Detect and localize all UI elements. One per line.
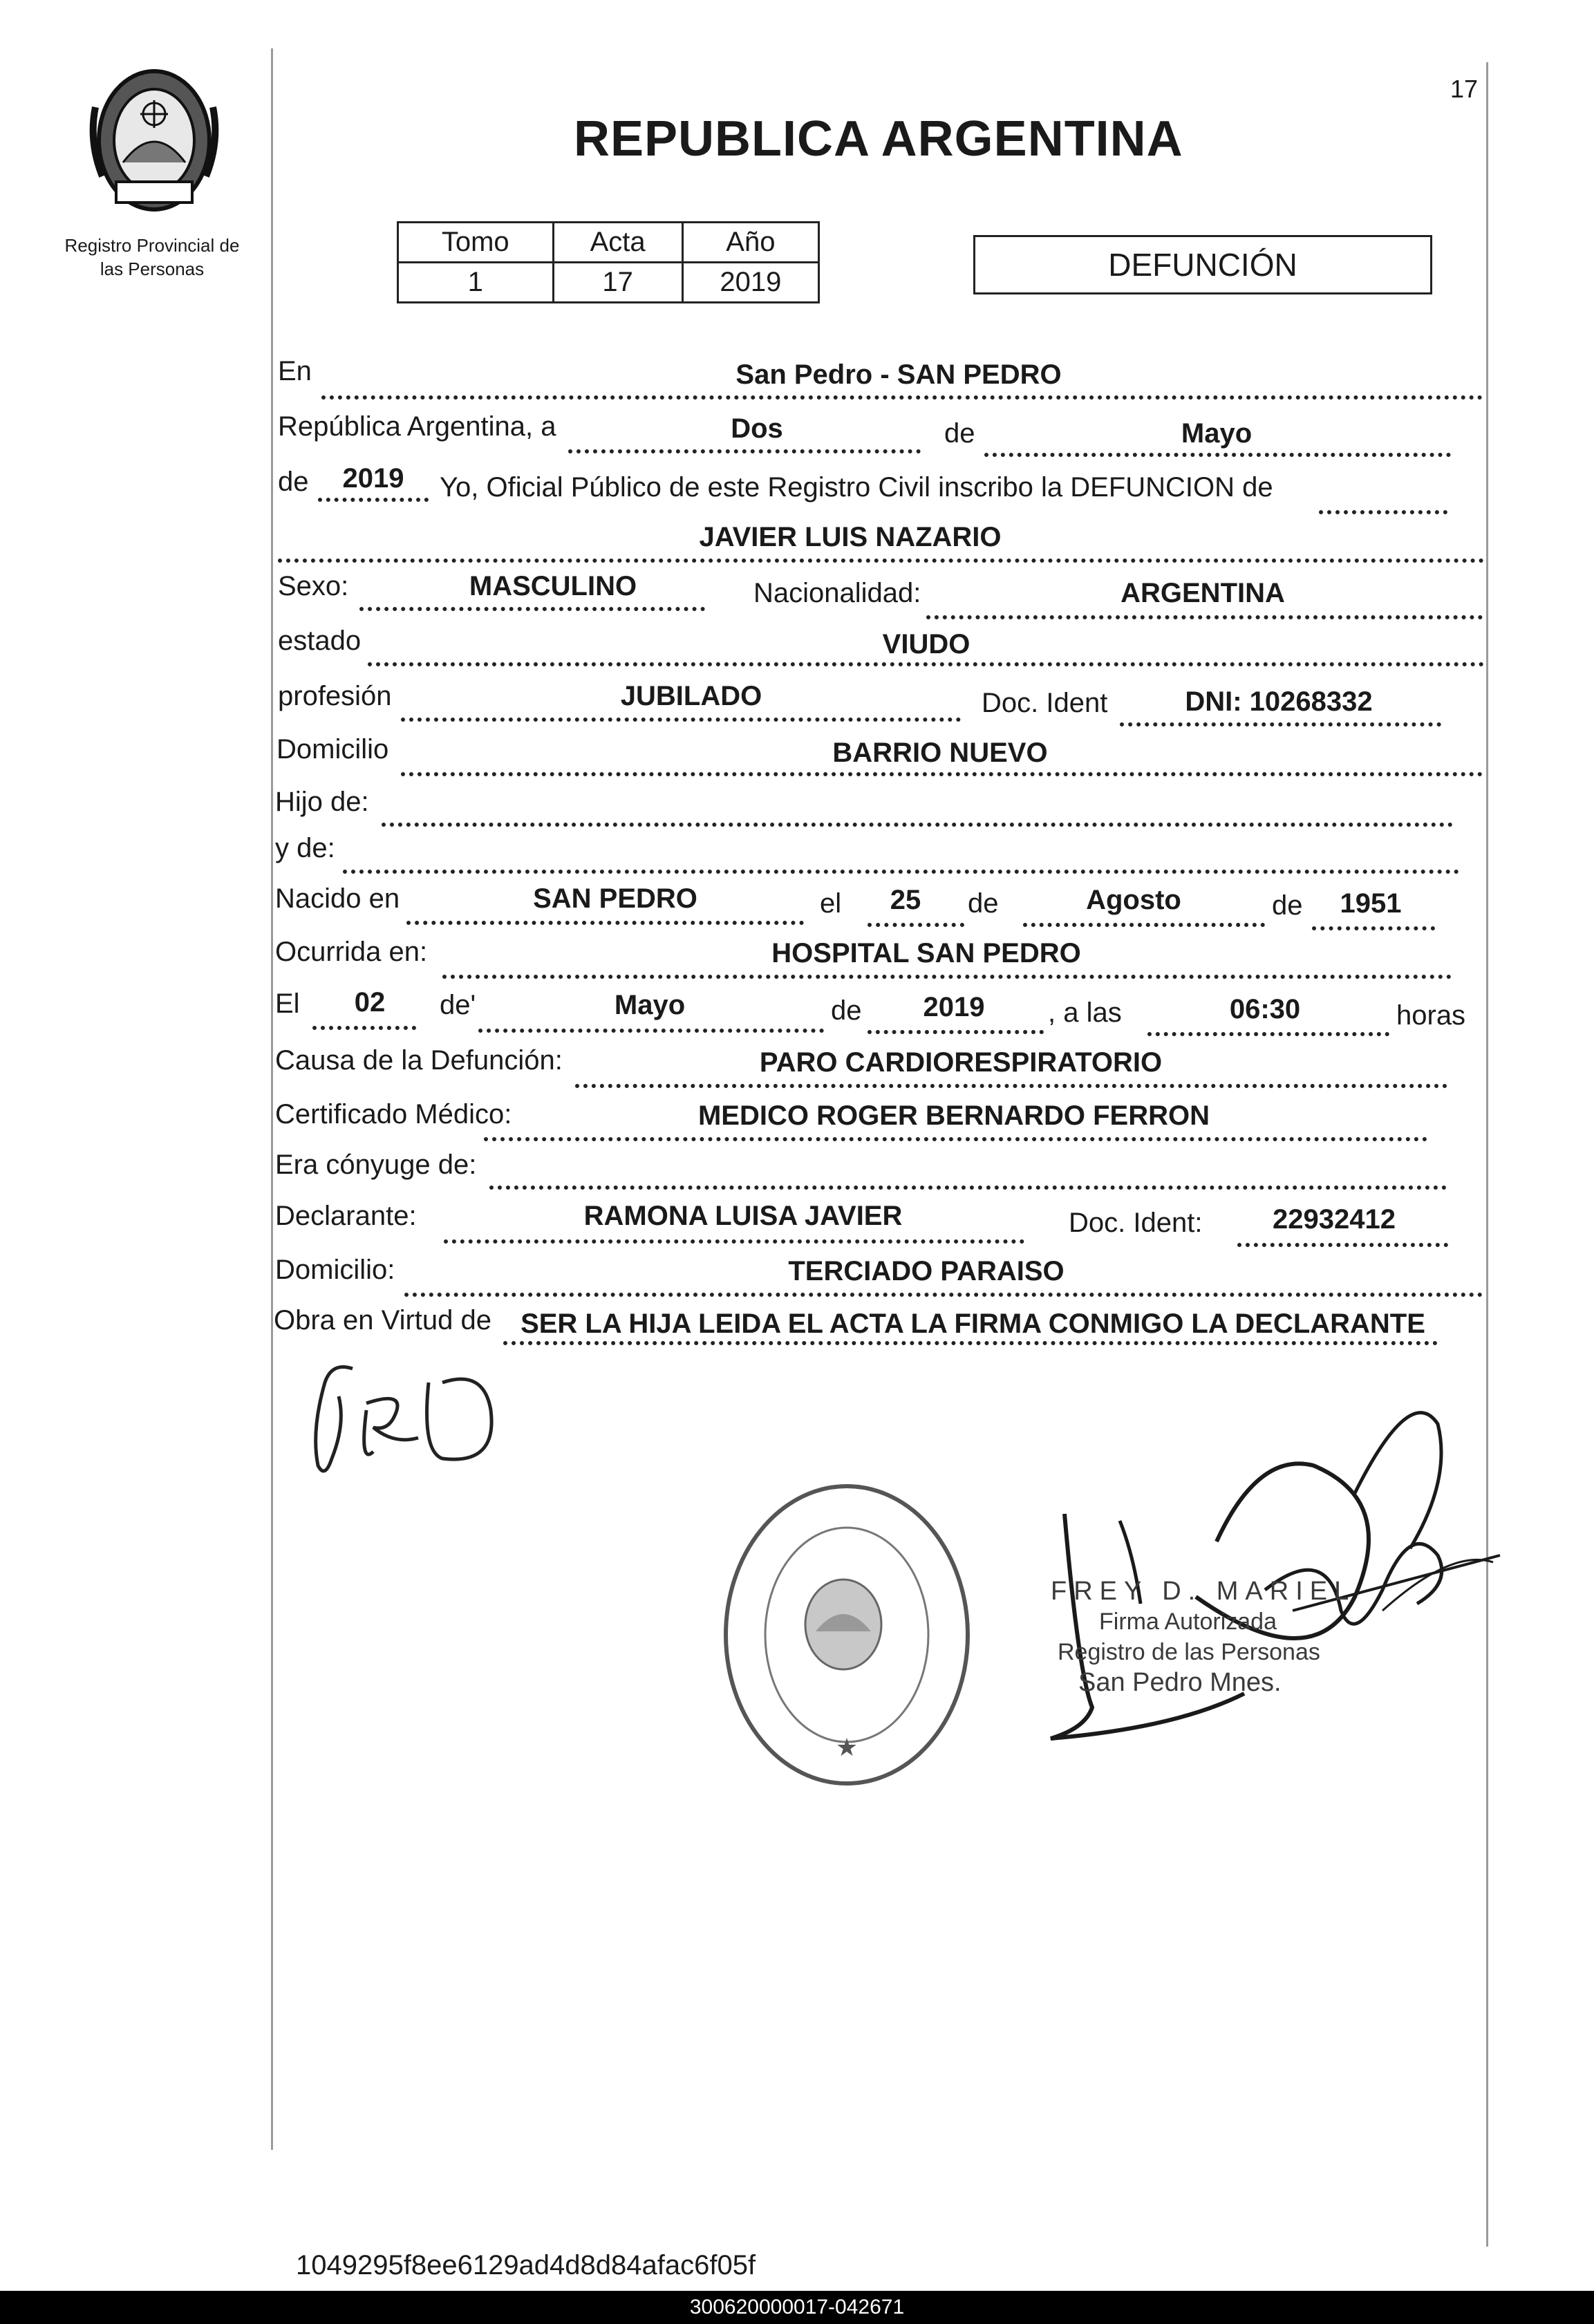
- certificado-label: Certificado Médico:: [275, 1099, 512, 1130]
- def-anio-dotted-line: [868, 1030, 1044, 1034]
- sexo-label: Sexo:: [278, 571, 349, 601]
- registry-name-line1: Registro Provincial de: [64, 235, 240, 256]
- conyuge-label: Era cónyuge de:: [275, 1150, 477, 1180]
- nombre-value: JAVIER LUIS NAZARIO: [699, 522, 1002, 552]
- def-hora-dotted-line: [1147, 1032, 1389, 1036]
- doc-ident-value: DNI: 10268332: [1185, 686, 1373, 717]
- domicilio2-label: Domicilio:: [275, 1255, 395, 1285]
- record-header-table: [397, 221, 820, 303]
- certificado-dotted-line: [484, 1137, 1427, 1141]
- acta-value: 17: [553, 263, 682, 303]
- nacido-anio-dotted-line: [1312, 926, 1435, 930]
- tomo-label: Tomo: [398, 223, 554, 263]
- page-number: 17: [1450, 75, 1479, 103]
- stamp-line1: FREY D. MARIEL: [1051, 1577, 1356, 1606]
- hijo-dotted-line: [382, 823, 1453, 827]
- obra-label: Obra en Virtud de: [274, 1305, 492, 1336]
- official-stamp: [1051, 1576, 1410, 1698]
- mes-texto-value: Mayo: [1181, 418, 1253, 449]
- left-margin-line: [271, 48, 273, 2150]
- anio-texto-value: 2019: [342, 463, 404, 494]
- nacido-dia-value: 25: [890, 885, 921, 915]
- alas-label: , a las: [1048, 997, 1122, 1028]
- declarante-dotted-line: [444, 1239, 1024, 1244]
- anio-dotted-line: [318, 498, 429, 502]
- document-hash: 1049295f8ee6129ad4d8d84afac6f05f: [296, 2250, 756, 2280]
- def-dia-dotted-line: [312, 1026, 416, 1030]
- mes-dotted-line: [984, 453, 1451, 457]
- de-label-3: de: [968, 888, 999, 919]
- registry-name: [41, 234, 263, 281]
- de-label-5: de': [440, 990, 476, 1020]
- stamp-line4: San Pedro Mnes.: [1078, 1668, 1282, 1697]
- de-label-4: de: [1272, 890, 1303, 921]
- nacionalidad-label: Nacionalidad:: [753, 578, 921, 608]
- svg-text:★: ★: [835, 1734, 859, 1762]
- record-type-box: DEFUNCIÓN: [973, 235, 1432, 294]
- obra-value: SER LA HIJA LEIDA EL ACTA LA FIRMA CONMIGO LA DECLARANTE: [521, 1309, 1425, 1339]
- nacido-lugar-value: SAN PEDRO: [533, 883, 697, 914]
- estado-value: VIUDO: [882, 629, 971, 659]
- stamp-line3: Registro de las Personas: [1058, 1639, 1320, 1665]
- estado-dotted-line: [368, 662, 1484, 666]
- causa-dotted-line: [575, 1084, 1447, 1088]
- conyuge-dotted-line: [489, 1186, 1447, 1190]
- ocurrida-value: HOSPITAL SAN PEDRO: [771, 938, 1081, 968]
- yde-dotted-line: [343, 870, 1459, 874]
- sexo-value: MASCULINO: [469, 571, 637, 601]
- stamp-line2: Firma Autorizada: [1099, 1609, 1277, 1635]
- declarante-label: Declarante:: [275, 1201, 417, 1231]
- en-dotted-line: [321, 395, 1483, 400]
- domicilio2-dotted-line: [404, 1293, 1483, 1297]
- en-value: San Pedro - SAN PEDRO: [735, 359, 1062, 390]
- def-anio-value: 2019: [923, 992, 985, 1022]
- nombre-dotted-line: [278, 559, 1484, 563]
- doc2-dotted-line: [1237, 1243, 1448, 1247]
- republica-label: República Argentina, a: [278, 411, 556, 442]
- certificado-value: MEDICO ROGER BERNARDO FERRON: [697, 1100, 1210, 1131]
- doc-ident-label: Doc. Ident: [982, 688, 1108, 718]
- obra-dotted-line: [503, 1341, 1438, 1345]
- def-dia-value: 02: [354, 987, 386, 1018]
- horas-label: horas: [1396, 1000, 1466, 1031]
- tomo-value: 1: [398, 263, 554, 303]
- doc2-value: 22932412: [1273, 1204, 1396, 1235]
- domicilio-label: Domicilio: [276, 734, 389, 765]
- inscribo-text: Yo, Oficial Público de este Registro Civil inscribo la DEFUNCION de: [440, 472, 1273, 503]
- de-label-2: de: [278, 467, 309, 497]
- ocurrida-dotted-line: [442, 975, 1452, 979]
- dia-texto-value: Dos: [731, 413, 783, 444]
- inscribo-dotted-line: [1319, 510, 1447, 514]
- sexo-dotted-line: [359, 607, 705, 611]
- ocurrida-label: Ocurrida en:: [275, 937, 428, 967]
- acta-label: Acta: [553, 223, 682, 263]
- profesion-value: JUBILADO: [620, 681, 762, 711]
- registry-name-line2: las Personas: [100, 259, 205, 279]
- document-title: REPUBLICA ARGENTINA: [574, 111, 1183, 167]
- estado-label: estado: [278, 626, 362, 656]
- el-label: el: [820, 888, 842, 919]
- hijo-label: Hijo de:: [275, 787, 369, 817]
- province-logo: [82, 59, 227, 218]
- doc-ident-dotted-line: [1120, 722, 1441, 727]
- nacido-mes-value: Agosto: [1086, 885, 1181, 915]
- domicilio-dotted-line: [401, 772, 1483, 776]
- profesion-label: profesión: [278, 681, 392, 711]
- barcode-bar: [0, 2291, 1594, 2324]
- domicilio-value: BARRIO NUEVO: [832, 738, 1048, 768]
- def-mes-dotted-line: [478, 1029, 824, 1033]
- causa-value: PARO CARDIORESPIRATORIO: [759, 1047, 1163, 1078]
- nacido-anio-value: 1951: [1340, 888, 1402, 919]
- yde-label: y de:: [275, 833, 335, 863]
- de-label-6: de: [831, 995, 862, 1026]
- nacido-lugar-dotted-line: [406, 921, 804, 925]
- initials-signature: [304, 1355, 512, 1493]
- anio-value: 2019: [682, 263, 818, 303]
- nacionalidad-value: ARGENTINA: [1121, 578, 1285, 608]
- El-label: El: [275, 988, 300, 1019]
- declarante-value: RAMONA LUISA JAVIER: [583, 1201, 903, 1231]
- profesion-dotted-line: [401, 718, 961, 722]
- domicilio2-value: TERCIADO PARAISO: [788, 1256, 1065, 1286]
- barcode-text: 300620000017-042671: [689, 2296, 905, 2318]
- nacido-label: Nacido en: [275, 883, 400, 914]
- anio-label: Año: [682, 223, 818, 263]
- dia-dotted-line: [568, 449, 921, 453]
- nacido-mes-dotted-line: [1023, 923, 1265, 927]
- nacionalidad-dotted-line: [926, 615, 1483, 619]
- def-mes-value: Mayo: [614, 990, 686, 1020]
- nacido-dia-dotted-line: [868, 923, 964, 927]
- right-margin-line: [1486, 62, 1488, 2247]
- de-label-1: de: [944, 418, 975, 449]
- def-hora-value: 06:30: [1229, 994, 1301, 1024]
- doc2-label: Doc. Ident:: [1069, 1208, 1203, 1238]
- registry-seal: [719, 1479, 975, 1790]
- causa-label: Causa de la Defunción:: [275, 1045, 563, 1076]
- en-label: En: [278, 356, 312, 386]
